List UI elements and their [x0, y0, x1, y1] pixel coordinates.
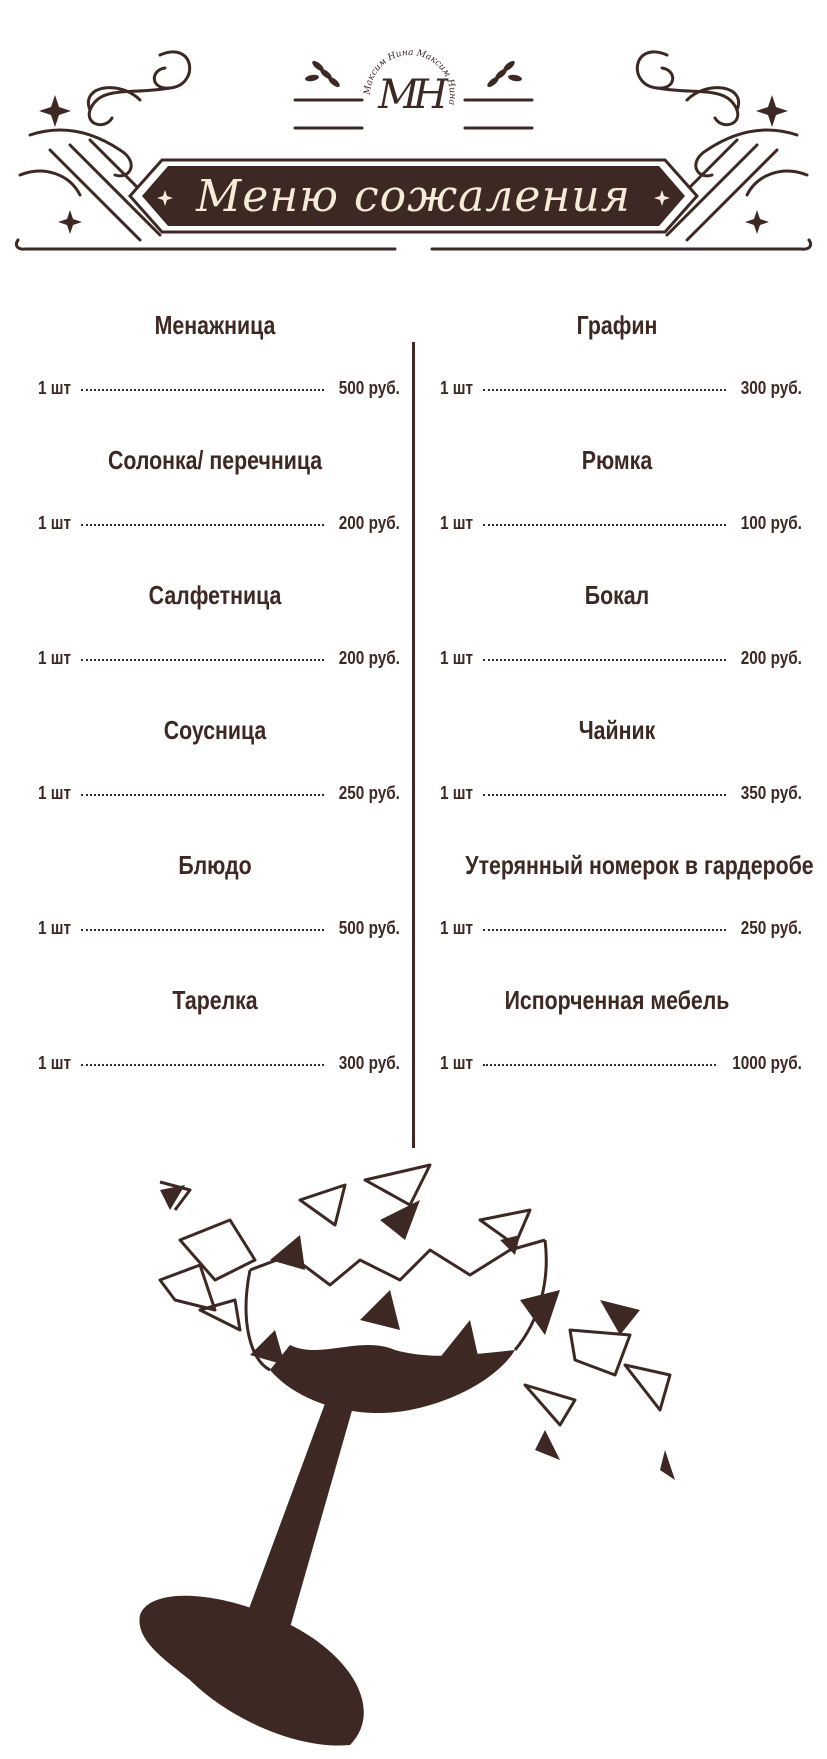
item-price: 1000 руб. [732, 1053, 802, 1073]
item-qty: 1 шт [38, 1053, 72, 1073]
dot-leader [483, 928, 726, 931]
menu-item [432, 705, 802, 840]
dot-leader [483, 793, 726, 796]
dot-leader [483, 658, 726, 661]
dot-leader [483, 1063, 716, 1066]
item-qty: 1 шт [38, 648, 72, 668]
item-qty: 1 шт [38, 783, 72, 803]
menu-item [432, 570, 802, 705]
item-price-line [38, 378, 400, 399]
item-qty: 1 шт [440, 513, 474, 533]
item-price: 500 руб. [338, 378, 400, 398]
menu-item [30, 975, 400, 1110]
dot-leader [81, 523, 324, 526]
menu-item [30, 300, 400, 435]
menu-item [30, 840, 400, 975]
item-price: 350 руб. [740, 783, 802, 803]
item-name: Соусница [163, 715, 267, 745]
item-price-line [440, 513, 802, 534]
item-name: Испорченная мебель [504, 985, 730, 1015]
item-price: 300 руб. [338, 1053, 400, 1073]
item-qty: 1 шт [38, 378, 72, 398]
item-price-line [38, 783, 400, 804]
dot-leader [81, 793, 324, 796]
menu-header [0, 0, 827, 260]
item-name: Графин [576, 310, 658, 340]
item-name: Менажница [154, 310, 276, 340]
item-price-line [38, 1053, 400, 1074]
broken-wine-glass-icon [0, 1160, 827, 1754]
menu-item [30, 705, 400, 840]
dot-leader [81, 658, 324, 661]
page-title: Меню сожаления [196, 170, 631, 222]
item-price-line [440, 1053, 802, 1074]
item-name: Тарелка [172, 985, 258, 1015]
monogram-logo [360, 45, 460, 145]
menu-item [30, 435, 400, 570]
item-name: Утерянный номерок в гардеробе [465, 850, 814, 880]
dot-leader [81, 1063, 324, 1066]
item-name: Солонка/ перечница [107, 445, 323, 475]
item-qty: 1 шт [440, 378, 474, 398]
item-price: 500 руб. [338, 918, 400, 938]
item-price-line [440, 918, 802, 939]
item-price: 200 руб. [740, 648, 802, 668]
menu-column-left [30, 300, 400, 1110]
item-price-line [440, 783, 802, 804]
column-divider [412, 342, 415, 1148]
item-price: 200 руб. [338, 648, 400, 668]
dot-leader [81, 388, 324, 391]
item-qty: 1 шт [38, 513, 72, 533]
item-price-line [440, 648, 802, 669]
logo-ring-text: Максим Нина Максим Нина [362, 47, 458, 106]
item-name: Салфетница [148, 580, 282, 610]
item-price: 200 руб. [338, 513, 400, 533]
item-price-line [38, 918, 400, 939]
item-price: 100 руб. [740, 513, 802, 533]
item-price: 250 руб. [740, 918, 802, 938]
item-qty: 1 шт [440, 648, 474, 668]
item-name: Чайник [578, 715, 656, 745]
menu-item [432, 840, 814, 975]
logo-monogram: МН [378, 72, 442, 118]
dot-leader [483, 523, 726, 526]
dot-leader [81, 928, 324, 931]
menu-item [432, 975, 802, 1110]
item-qty: 1 шт [38, 918, 72, 938]
item-qty: 1 шт [440, 1053, 474, 1073]
menu-item [432, 300, 802, 435]
item-price: 250 руб. [338, 783, 400, 803]
item-name: Рюмка [581, 445, 653, 475]
item-name: Блюдо [178, 850, 252, 880]
dot-leader [483, 388, 726, 391]
menu-column-right [432, 300, 814, 1110]
item-price-line [38, 648, 400, 669]
item-name: Бокал [584, 580, 650, 610]
item-price-line [440, 378, 802, 399]
menu-item [30, 570, 400, 705]
item-qty: 1 шт [440, 783, 474, 803]
menu-item [432, 435, 802, 570]
item-qty: 1 шт [440, 918, 474, 938]
item-price: 300 руб. [740, 378, 802, 398]
item-price-line [38, 513, 400, 534]
